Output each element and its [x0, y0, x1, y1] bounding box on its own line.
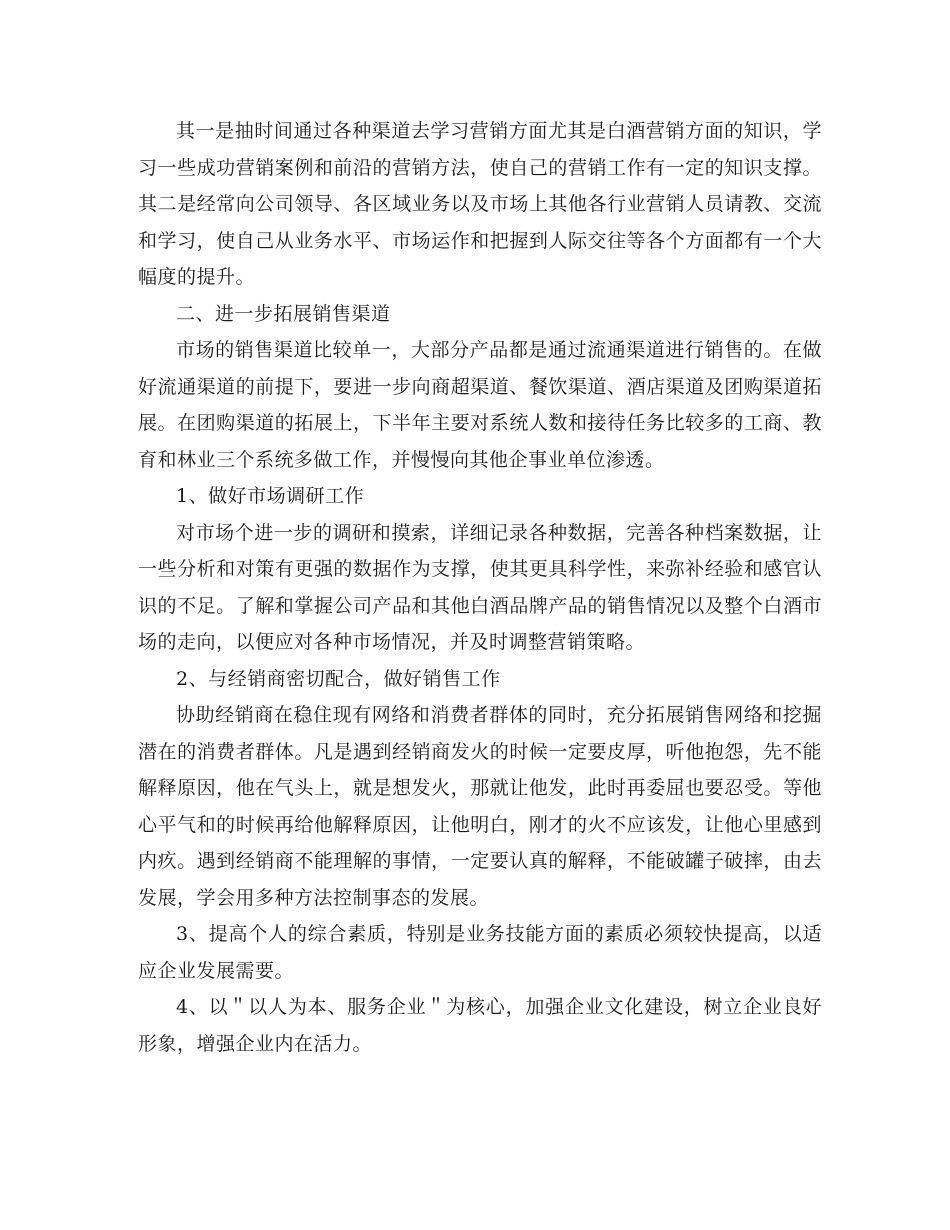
paragraph-sales-channels: 市场的销售渠道比较单一，大部分产品都是通过流通渠道进行销售的。在做好流通渠道的前提下，要进一步向商超渠道、餐饮渠道、酒店渠道及团购渠道拓展。在团购渠道的拓展上，下半年主要对系统人数和接待任务比较多的工商、教育和林业三个系统多做工作，并慢慢向其他企事业单位渗透。 — [138, 339, 822, 471]
heading-expand-sales-channels: 二、进一步拓展销售渠道 — [176, 302, 391, 325]
paragraph-market-research: 对市场个进一步的调研和摸索，详细记录各种数据，完善各种档案数据，让一些分析和对策有更强的数据作为支撑，使其更具科学性，来弥补经验和感官认识的不足。了解和掌握公司产品和其他白酒品牌产品的销售情况以及整个白酒市场的走向，以便应对各种市场情况，并及时调整营销策略。 — [138, 521, 822, 653]
document-body — [138, 113, 822, 1062]
paragraph-dealer-cooperation: 协助经销商在稳住现有网络和消费者群体的同时，充分拓展销售网络和挖掘潜在的消费者群体。凡是遇到经销商发火的时候一定要皮厚，听他抱怨，先不能解释原因，他在气头上，就是想发火，那就让他发，此时再委屈也要忍受。等他心平气和的时候再给他解释原因，让他明白，刚才的火不应该发，让他心里感到内疚。遇到经销商不能理解的事情，一定要认真的解释，不能破罐子破摔，由去发展，学会用多种方法控制事态的发展。 — [138, 704, 822, 909]
paragraph-personal-quality: 3、提高个人的综合素质，特别是业务技能方面的素质必须较快提高，以适应企业发展需要。 — [138, 923, 822, 982]
heading-market-research: 1、做好市场调研工作 — [176, 485, 365, 507]
paragraph-corporate-culture: 4、以＂以人为本、服务企业＂为核心，加强企业文化建设，树立企业良好形象，增强企业内在活力。 — [138, 996, 822, 1055]
paragraph-self-study: 其一是抽时间通过各种渠道去学习营销方面尤其是白酒营销方面的知识，学习一些成功营销案例和前沿的营销方法，使自己的营销工作有一定的知识支撑。其二是经常向公司领导、各区域业务以及市场上其他各行业营销人员请教、交流和学习，使自己从业务水平、市场运作和把握到人际交往等各个方面都有一个大幅度的提升。 — [138, 120, 822, 288]
heading-dealer-cooperation: 2、与经销商密切配合，做好销售工作 — [176, 667, 501, 690]
